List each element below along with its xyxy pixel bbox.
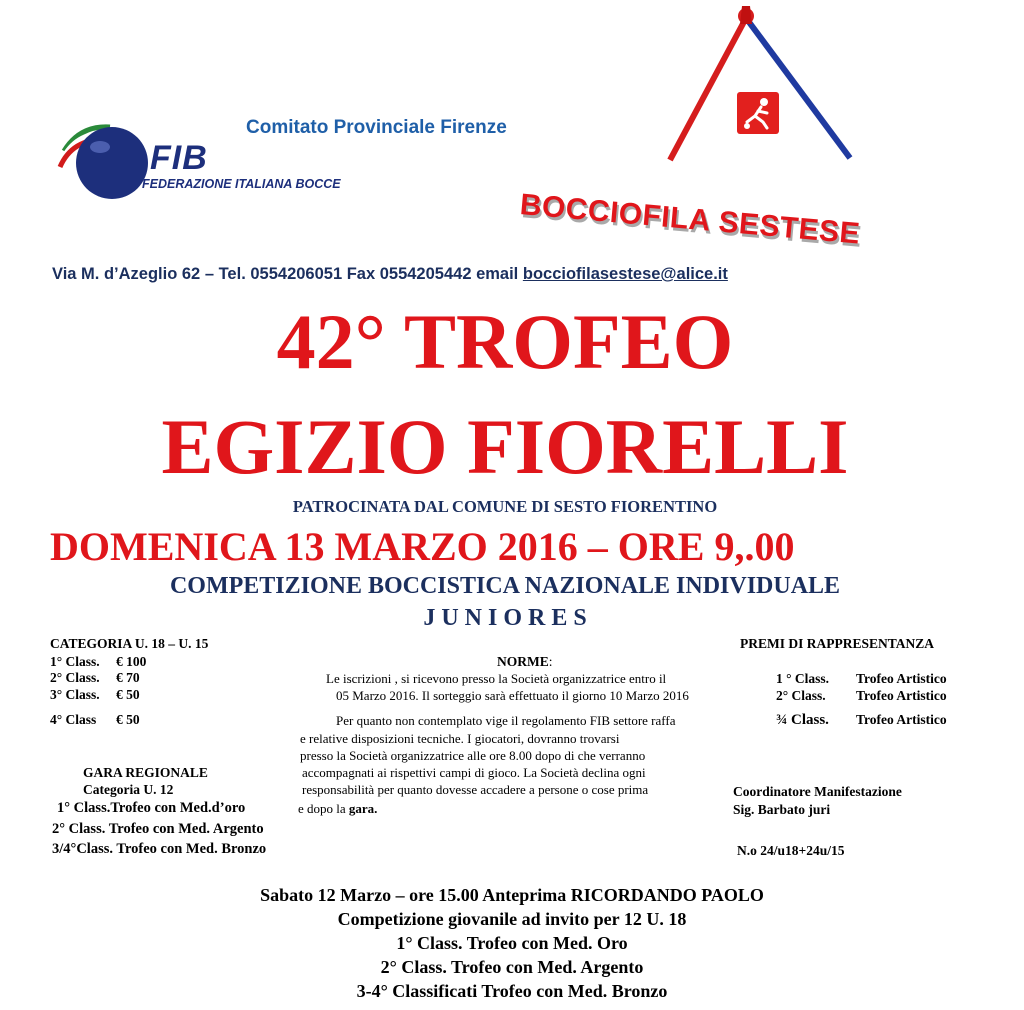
patronage: PATROCINATA DAL COMUNE DI SESTO FIORENTINO: [292, 497, 718, 516]
competition-type: COMPETIZIONE BOCCISTICA NAZIONALE INDIVIDUALE: [169, 573, 841, 599]
registration-number: N.o 24/u18+24u/15: [737, 843, 845, 858]
prize-2: [50, 670, 140, 686]
category-heading: CATEGORIA U. 18 – U. 15: [50, 636, 209, 651]
prize-label: ¾ Class.: [776, 712, 829, 728]
norme-line-8: [298, 801, 377, 817]
prize-4: [50, 712, 140, 728]
prize-label: 4° Class: [50, 712, 97, 727]
prize-1: [50, 654, 147, 670]
regional-heading: GARA REGIONALE: [83, 765, 208, 780]
prize-3: [50, 687, 140, 703]
regional-prize-2: 2° Class. Trofeo con Med. Argento: [52, 821, 264, 837]
prize-amount: € 100: [116, 654, 147, 669]
prize-label: 2° Class.: [776, 688, 826, 703]
regional-prize-1: 1° Class.Trofeo con Med.d’oro: [57, 800, 246, 816]
federation-name: FEDERAZIONE ITALIANA BOCCE: [142, 177, 341, 191]
prize-label: 1 ° Class.: [776, 671, 830, 686]
prize-label: 3° Class.: [50, 687, 100, 702]
committee-name: Comitato Provinciale Firenze: [246, 117, 507, 138]
norme-line-5: presso la Società organizzatrice alle ore 8.00 dopo di che verranno: [300, 748, 646, 763]
representation-prize-1: [776, 671, 947, 687]
contact-email-link[interactable]: bocciofilasestese@alice.it: [522, 265, 728, 283]
bottom-line-2: Competizione giovanile ad invito per 12 U. 18: [337, 909, 687, 929]
prize-amount: € 50: [116, 687, 140, 702]
representation-heading: PREMI DI RAPPRESENTANZA: [740, 636, 935, 651]
norme-line-8-text: e dopo la: [298, 801, 349, 816]
prize-trophy: Trofeo Artistico: [856, 688, 947, 703]
prize-label: 2° Class.: [50, 670, 100, 685]
representation-prize-3: [776, 712, 947, 729]
norme-line-3: Per quanto non contemplato vige il regolamento FIB settore raffa: [336, 713, 676, 728]
bottom-line-4: 2° Class. Trofeo con Med. Argento: [380, 957, 644, 977]
prize-trophy: Trofeo Artistico: [856, 712, 947, 727]
prize-amount: € 50: [116, 712, 140, 727]
norme-colon: :: [548, 654, 553, 669]
bottom-line-1: Sabato 12 Marzo – ore 15.00 Anteprima RICORDANDO PAOLO: [260, 885, 764, 905]
norme-line-1: Le iscrizioni , si ricevono presso la Società organizzatrice entro il: [326, 671, 667, 686]
coordinator-heading: Coordinatore Manifestazione: [733, 784, 902, 799]
norme-title: NORME: [497, 654, 549, 669]
contact-address: Via M. d’Azeglio 62 – Tel. 0554206051 Fax 0554205442 email: [52, 265, 523, 283]
player-icon: [737, 92, 779, 134]
norme-line-2: 05 Marzo 2016. Il sorteggio sarà effettuato il giorno 10 Marzo 2016: [336, 688, 689, 703]
norme-line-4: e relative disposizioni tecniche. I giocatori, dovranno trovarsi: [300, 731, 620, 746]
prize-amount: € 70: [116, 670, 140, 685]
representation-prize-2: [776, 688, 947, 704]
event-date: DOMENICA 13 MARZO 2016 – ORE 9,.00: [50, 524, 795, 569]
regional-category: Categoria U. 12: [83, 782, 174, 797]
fib-logo-text: FIB: [150, 139, 208, 177]
regional-prize-3: 3/4°Class. Trofeo con Med. Bronzo: [52, 841, 267, 857]
coordinator-name: Sig. Barbato juri: [733, 802, 831, 817]
norme-line-7: responsabilità per quanto dovesse accadere a persone o cose prima: [302, 782, 649, 797]
prize-label: 1° Class.: [50, 654, 100, 669]
title-line-2: EGIZIO FIORELLI: [161, 403, 849, 490]
norme-heading: [497, 654, 553, 670]
junior-category: J U N I O R E S: [423, 605, 587, 631]
prize-trophy: Trofeo Artistico: [856, 671, 947, 686]
compass-logo-icon: [660, 0, 860, 175]
norme-line-6: accompagnati ai rispettivi campi di gioco. La Società declina ogni: [302, 765, 646, 780]
club-name: BOCCIOFILA SESTESE: [518, 188, 862, 251]
bottom-line-3: 1° Class. Trofeo con Med. Oro: [396, 933, 628, 953]
bottom-line-5: 3-4° Classificati Trofeo con Med. Bronzo: [356, 981, 668, 1001]
norme-line-8-bold: gara.: [348, 801, 378, 816]
contact-line: [52, 265, 728, 284]
title-line-1: 42° TROFEO: [276, 298, 734, 385]
